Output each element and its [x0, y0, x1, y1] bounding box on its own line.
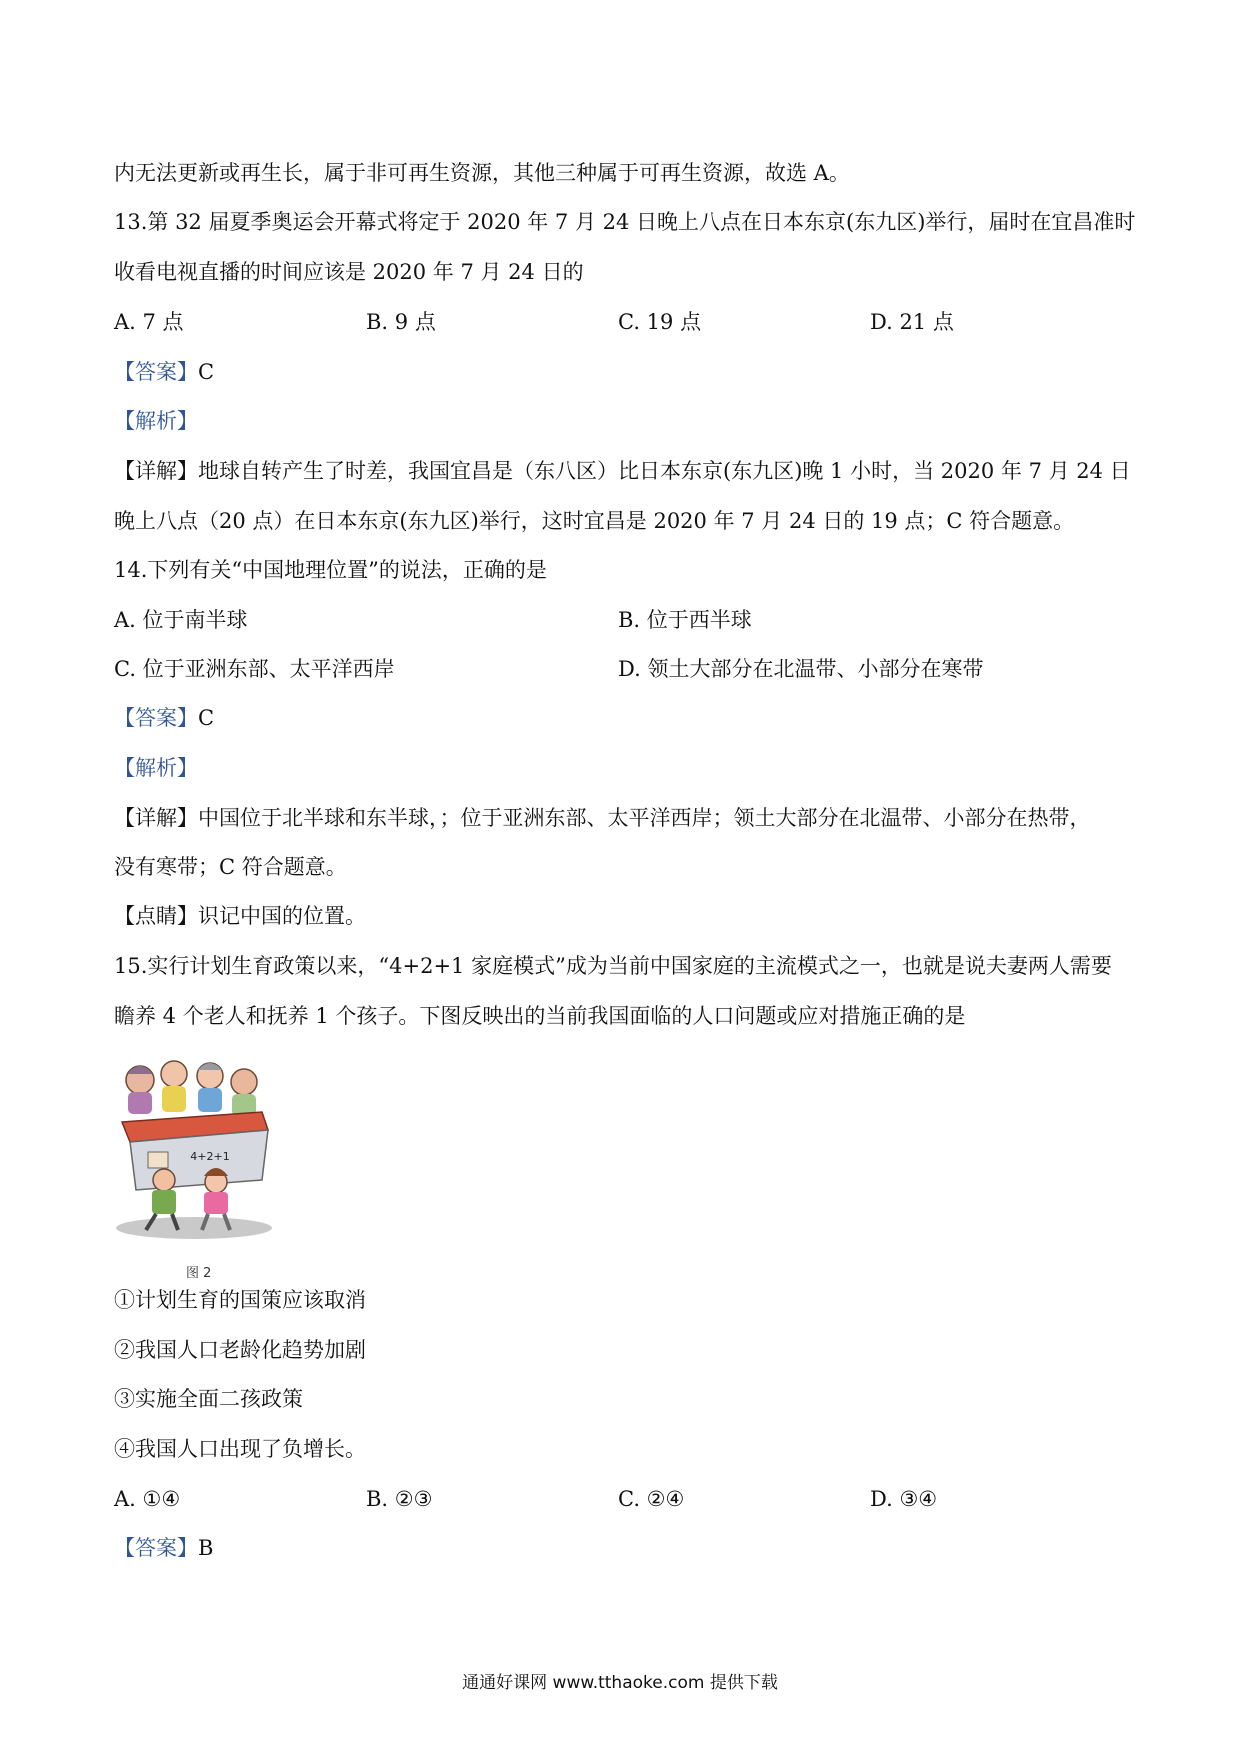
question-13-line2: 收看电视直播的时间应该是 2020 年 7 月 24 日的 [114, 260, 584, 284]
q14-analysis [114, 753, 198, 783]
q14-option-b: B. 位于西半球 [618, 608, 752, 632]
q14-option-d: D. 领土大部分在北温带、小部分在寒带 [618, 657, 984, 681]
q14-option-c: C. 位于亚洲东部、太平洋西岸 [114, 657, 395, 681]
answer-label: 【答案】 [114, 360, 198, 384]
q15-option-b: B. ②③ [366, 1487, 433, 1511]
statement-3: ③实施全面二孩政策 [114, 1387, 303, 1411]
statement-2: ②我国人口老龄化趋势加剧 [114, 1338, 366, 1362]
q14-tip [114, 901, 366, 931]
page-footer: 通通好课网 www.tthaoke.com 提供下载 [462, 1673, 778, 1693]
q13-detail-line2: 晚上八点（20 点）在日本东京(东九区)举行，这时宜昌是 2020 年 7 月 24 日的 19 点；C 符合题意。 [114, 509, 1075, 533]
q13-option-a: A. 7 点 [114, 310, 184, 334]
tip-text: 识记中国的位置。 [198, 904, 366, 928]
statement-1: ①计划生育的国策应该取消 [114, 1288, 366, 1312]
q15-option-c: C. ②④ [618, 1487, 685, 1511]
q13-answer [114, 357, 214, 387]
text-line: 内无法更新或再生长，属于非可再生资源，其他三种属于可再生资源，故选 A。 [114, 161, 850, 185]
statement-4: ④我国人口出现了负增长。 [114, 1437, 366, 1461]
detail-text: 地球自转产生了时差，我国宜昌是（东八区）比日本东京(东九区)晚 1 小时，当 2020 年 7 月 24 日 [198, 459, 1131, 483]
answer-value: C [198, 706, 215, 730]
q15-answer [114, 1533, 213, 1563]
question-15-line2: 瞻养 4 个老人和抚养 1 个孩子。下图反映出的当前我国面临的人口问题或应对措施正确的是 [114, 1004, 966, 1028]
q13-analysis [114, 406, 198, 436]
answer-value: B [198, 1536, 214, 1560]
q14-detail-line2: 没有寒带；C 符合题意。 [114, 855, 347, 879]
question-14: 14.下列有关“中国地理位置”的说法，正确的是 [114, 558, 547, 582]
q13-option-b: B. 9 点 [366, 310, 436, 334]
figure-caption: 图 2 [186, 1266, 212, 1281]
q14-option-a: A. 位于南半球 [114, 608, 248, 632]
answer-value: C [198, 360, 215, 384]
detail-label: 【详解】 [114, 806, 198, 830]
q14-detail-line1 [114, 803, 1091, 833]
family-cartoon-illustration [112, 1052, 272, 1242]
elders-group [126, 1061, 257, 1116]
analysis-label: 【解析】 [114, 409, 198, 433]
analysis-label: 【解析】 [114, 756, 198, 780]
q13-detail-line1 [114, 456, 1131, 486]
question-15-line1: 15.实行计划生育政策以来，“4+2+1 家庭模式”成为当前中国家庭的主流模式之一，也就是说夫妻两人需要 [114, 954, 1112, 978]
roof-label: 4+2+1 [190, 1150, 230, 1163]
answer-label: 【答案】 [114, 706, 198, 730]
q15-option-a: A. ①④ [114, 1487, 181, 1511]
answer-label: 【答案】 [114, 1536, 198, 1560]
tip-label: 【点睛】 [114, 904, 198, 928]
detail-text: 中国位于北半球和东半球，；位于亚洲东部、太平洋西岸；领土大部分在北温带、小部分在热带， [198, 806, 1091, 830]
q13-option-c: C. 19 点 [618, 310, 702, 334]
q14-answer [114, 703, 214, 733]
q15-option-d: D. ③④ [870, 1487, 938, 1511]
family-cartoon-figure [112, 1052, 272, 1242]
detail-label: 【详解】 [114, 459, 198, 483]
question-13-line1: 13.第 32 届夏季奥运会开幕式将定于 2020 年 7 月 24 日晚上八点在日本东京(东九区)举行，届时在宜昌准时 [114, 210, 1136, 234]
q13-option-d: D. 21 点 [870, 310, 954, 334]
